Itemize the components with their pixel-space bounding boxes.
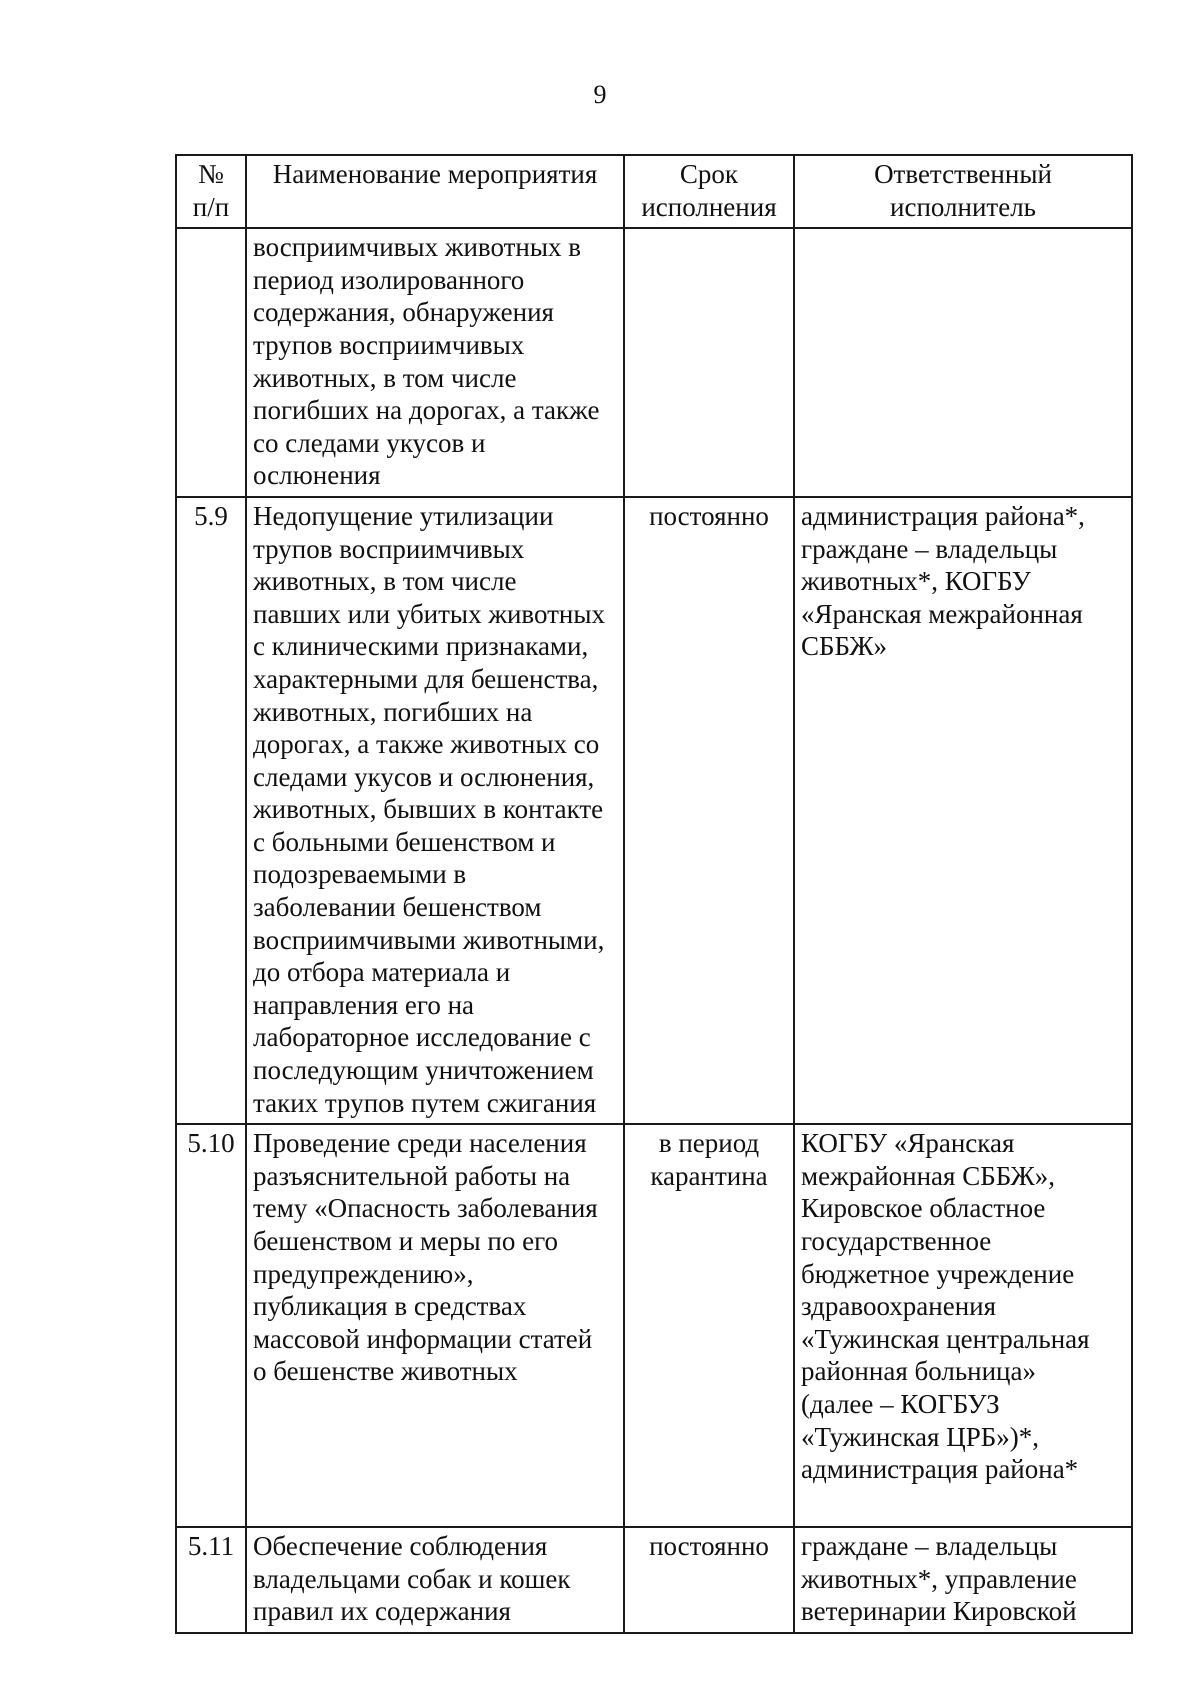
row-number <box>176 228 246 497</box>
table-row <box>176 1124 1132 1527</box>
measures-table <box>175 154 1133 1634</box>
row-number: 5.10 <box>176 1124 246 1527</box>
responsible: КОГБУ «Яранская межрайонная СББЖ», Кировское областное государственное бюджетное учреждение здравоохранения «Тужинская центральная районная больница» (далее – КОГБУЗ «Тужинская ЦРБ»)*, администрация района* <box>794 1124 1132 1527</box>
header-responsible: Ответственный исполнитель <box>794 155 1132 228</box>
deadline: в период карантина <box>624 1124 794 1527</box>
table-header-row <box>176 155 1132 228</box>
header-number: № п/п <box>176 155 246 228</box>
row-number: 5.9 <box>176 497 246 1124</box>
deadline: постоянно <box>624 497 794 1124</box>
table-row <box>176 228 1132 497</box>
table-row <box>176 1527 1132 1633</box>
row-number: 5.11 <box>176 1527 246 1633</box>
responsible: граждане – владельцы животных*, управление ветеринарии Кировской <box>794 1527 1132 1633</box>
deadline: постоянно <box>624 1527 794 1633</box>
responsible <box>794 228 1132 497</box>
deadline <box>624 228 794 497</box>
measure-name: Недопущение утилизации трупов восприимчивых животных, в том числе павших или убитых животных с клиническими признаками, характерными для бешенства, животных, погибших на дорогах, а также животных со следами укусов и ослюнения, животных, бывших в контакте с больными бешенством и подозреваемыми в заболевании бешенством восприимчивыми животными, до отбора материала и направления его на лабораторное исследование с последующим уничтожением таких трупов путем сжигания <box>246 497 624 1124</box>
measure-name: Проведение среди населения разъяснительной работы на тему «Опасность заболевания бешенством и меры по его предупреждению», публикация в средствах массовой информации статей о бешенстве животных <box>246 1124 624 1527</box>
responsible: администрация района*, граждане – владельцы животных*, КОГБУ «Яранская межрайонная СББЖ» <box>794 497 1132 1124</box>
measure-name: восприимчивых животных в период изолированного содержания, обнаружения трупов восприимчивых животных, в том числе погибших на дорогах, а также со следами укусов и ослюнения <box>246 228 624 497</box>
table-row <box>176 497 1132 1124</box>
measure-name: Обеспечение соблюдения владельцами собак и кошек правил их содержания <box>246 1527 624 1633</box>
header-measure-name: Наименование мероприятия <box>246 155 624 228</box>
page-number: 9 <box>593 80 607 109</box>
header-deadline: Срок исполнения <box>624 155 794 228</box>
